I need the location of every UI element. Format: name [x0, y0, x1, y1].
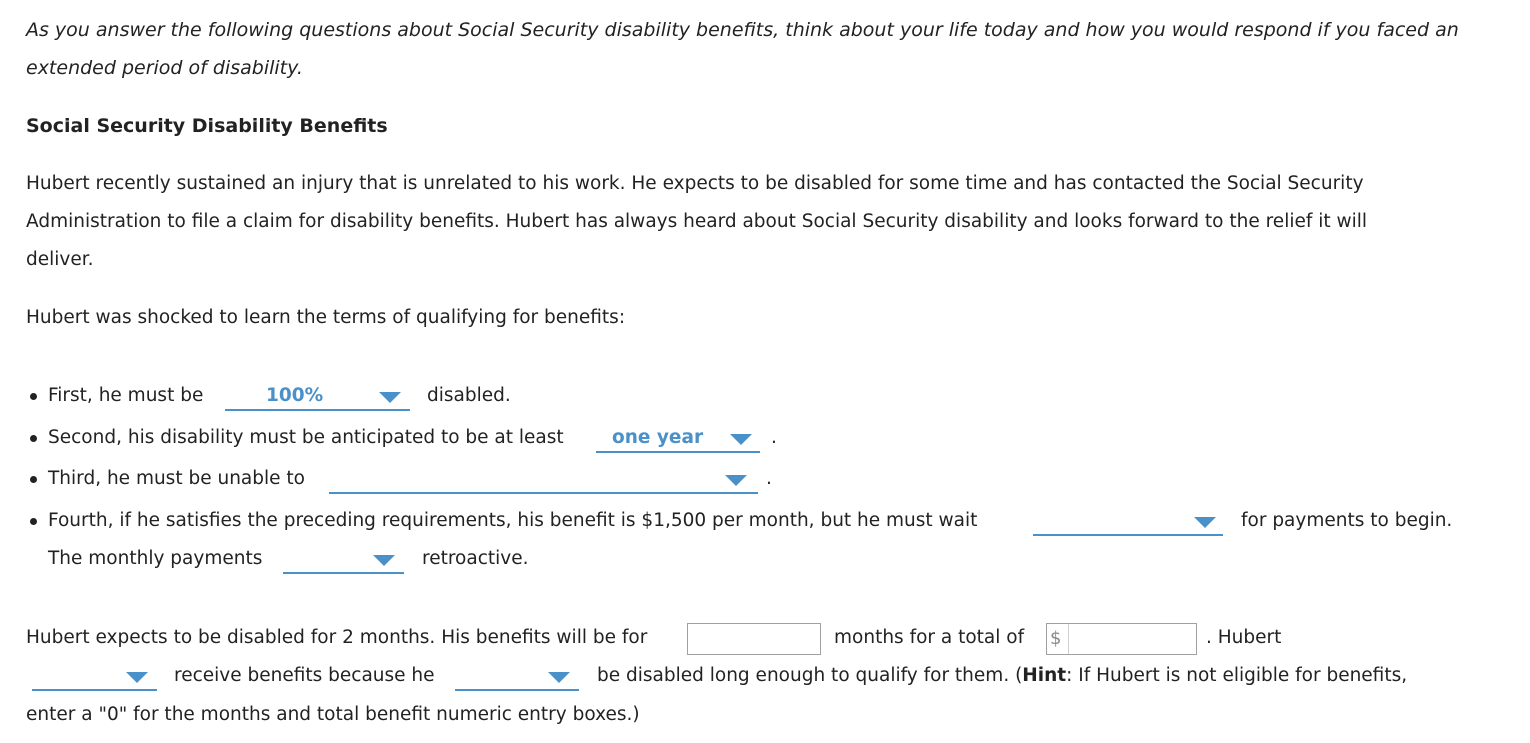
chevron-down-icon: [379, 392, 401, 403]
bullet-3-text: Third, he must be unable to: [48, 468, 305, 489]
eligibility-dropdown[interactable]: [32, 663, 157, 691]
chevron-down-icon: [548, 672, 570, 683]
bullet-4-line-2-text: The monthly payments: [48, 548, 263, 569]
dropdown-value: one year: [612, 427, 704, 448]
paragraph-line-3: deliver.: [26, 249, 94, 270]
total-benefit-input[interactable]: [1069, 624, 1198, 656]
final-line-1-text: Hubert expects to be disabled for 2 months. His benefits will be for: [26, 627, 648, 648]
bullet-4-text: Fourth, if he satisfies the preceding requirements, his benefit is $1,500 per month, but he must wait: [48, 510, 978, 531]
bullet-2-suffix: .: [771, 427, 777, 448]
section-heading: Social Security Disability Benefits: [26, 115, 388, 137]
bullet-1-suffix: disabled.: [427, 385, 511, 406]
work-ability-dropdown[interactable]: [329, 466, 758, 494]
chevron-down-icon: [1194, 517, 1216, 528]
dropdown-value: 100%: [266, 385, 324, 406]
bullet-dot: [30, 393, 37, 400]
bullet-1-text: First, he must be: [48, 385, 204, 406]
chevron-down-icon: [725, 475, 747, 486]
retroactive-dropdown[interactable]: [283, 546, 404, 574]
final-line-3-text: enter a "0" for the months and total benefit numeric entry boxes.): [26, 704, 640, 725]
bullet-3-suffix: .: [766, 468, 772, 489]
intro-line-1: As you answer the following questions about Social Security disability benefits, think about your life today and how you would respond if you faced an: [26, 19, 1459, 41]
waiting-period-dropdown[interactable]: [1033, 508, 1223, 536]
final-line-2-lead: be disabled long enough to qualify for them. (: [597, 665, 1023, 686]
bullet-dot: [30, 435, 37, 442]
paragraph-line-2: Administration to file a claim for disability benefits. Hubert has always heard about Social Security disability and looks forward to the relief it will: [26, 211, 1368, 232]
hint-label: Hint: [1022, 665, 1067, 686]
disability-duration-dropdown[interactable]: [596, 425, 760, 453]
bullet-4-suffix: for payments to begin.: [1241, 510, 1453, 531]
final-line-2-text: receive benefits because he: [174, 665, 435, 686]
final-line-1-middle: months for a total of: [834, 627, 1025, 648]
dollar-icon: $: [1050, 628, 1062, 649]
final-line-2-suffix: [597, 665, 1407, 686]
bullet-dot: [30, 518, 37, 525]
total-benefit-field[interactable]: [1046, 623, 1197, 655]
intro-line-2: extended period of disability.: [26, 57, 303, 79]
chevron-down-icon: [730, 434, 752, 445]
months-input[interactable]: [687, 623, 821, 655]
chevron-down-icon: [373, 555, 395, 566]
bullet-dot: [30, 476, 37, 483]
disability-percent-dropdown[interactable]: [225, 383, 410, 411]
paragraph-line-1: Hubert recently sustained an injury that is unrelated to his work. He expects to be disabled for some time and has contacted the Social Security: [26, 173, 1364, 194]
chevron-down-icon: [126, 672, 148, 683]
qualifying-intro: Hubert was shocked to learn the terms of qualifying for benefits:: [26, 307, 626, 328]
disabled-long-enough-dropdown[interactable]: [455, 663, 579, 691]
bullet-2-text: Second, his disability must be anticipated to be at least: [48, 427, 564, 448]
final-line-1-suffix: . Hubert: [1206, 627, 1282, 648]
final-line-2-tail: : If Hubert is not eligible for benefits,: [1066, 665, 1408, 686]
bullet-4-line-2-suffix: retroactive.: [422, 548, 529, 569]
